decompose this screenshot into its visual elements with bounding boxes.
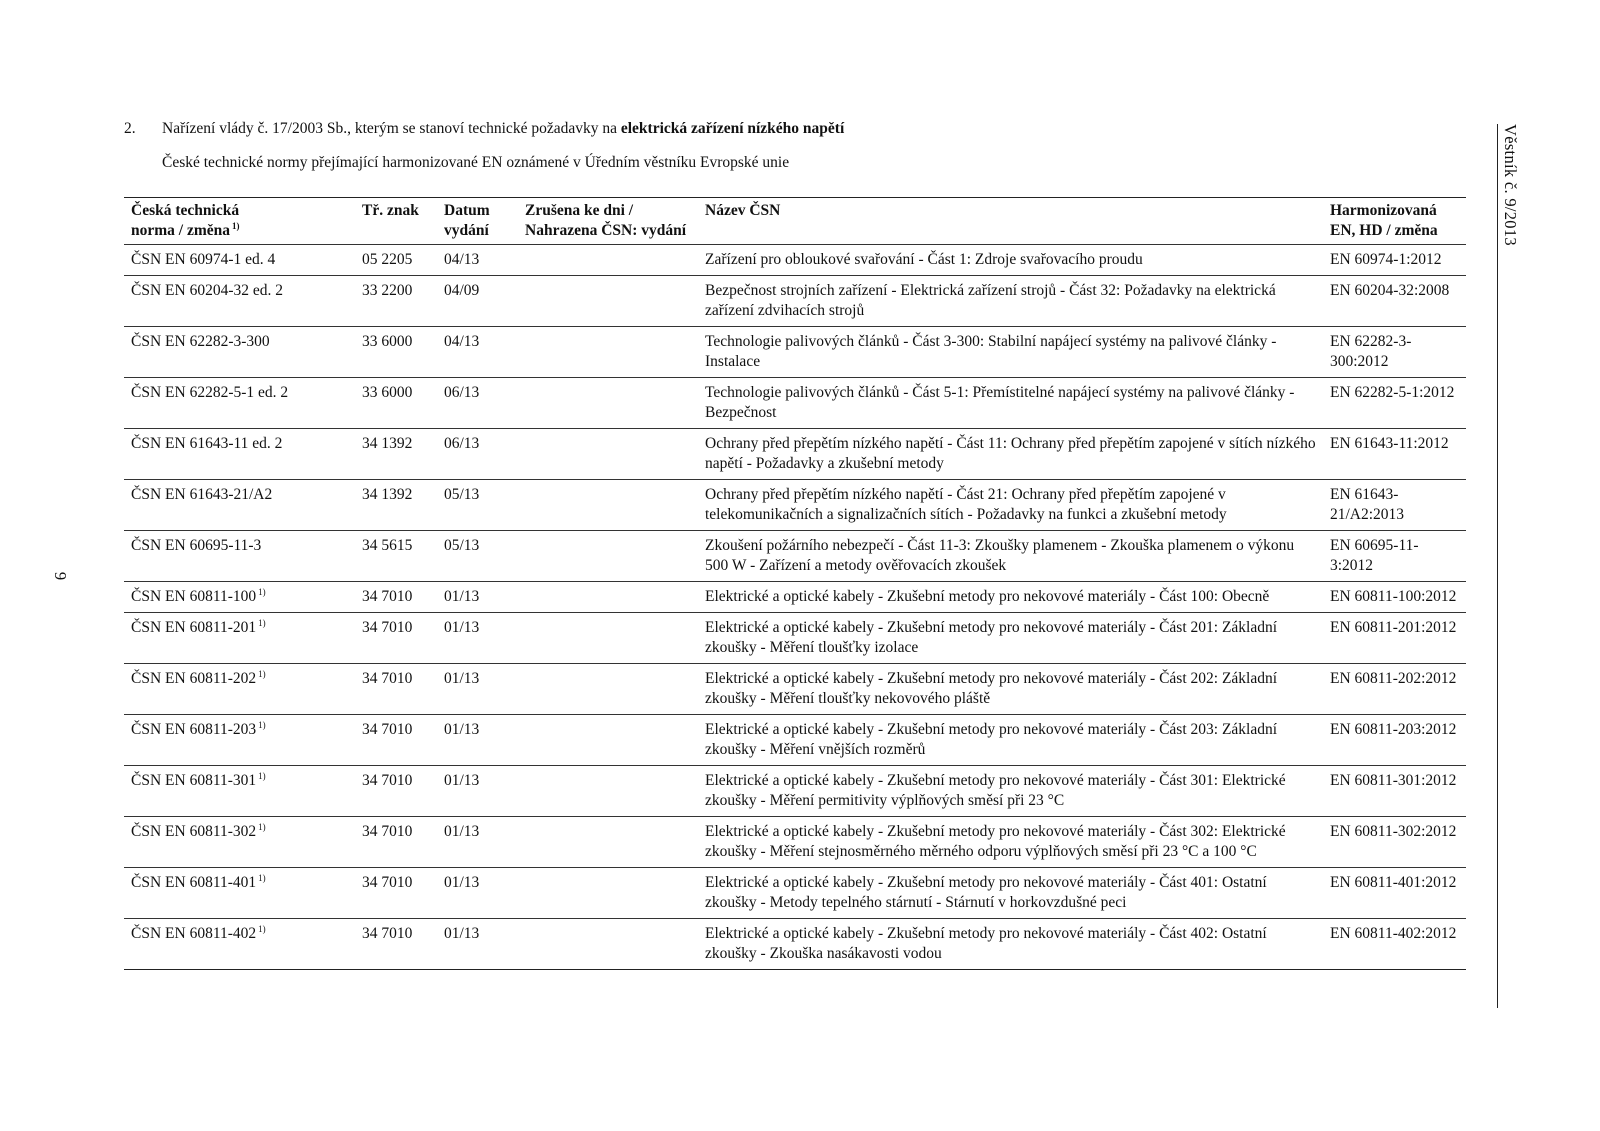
cell-znak — [355, 245, 437, 276]
cell-znak-text: 34 7010 — [362, 619, 413, 636]
cell-zrusena — [518, 531, 698, 582]
cell-datum-text: 04/13 — [444, 251, 480, 268]
cell-zrusena — [518, 817, 698, 868]
cell-datum-text: 06/13 — [444, 435, 480, 452]
cell-harmonizovana — [1323, 429, 1466, 480]
cell-nazev-text: Elektrické a optické kabely - Zkušební metody pro nekovové materiály - Část 402: Ostatní zkoušky - Zkouška nasákavosti vodou — [705, 925, 1267, 962]
header-zrusena: Zrušena ke dni / Nahrazena ČSN: vydání — [518, 198, 698, 245]
standards-table — [124, 197, 1466, 970]
cell-harmonizovana — [1323, 327, 1466, 378]
cell-zrusena — [518, 327, 698, 378]
cell-harmonizovana-text: EN 60974-1:2012 — [1330, 251, 1442, 268]
cell-norma-text: ČSN EN 60811-302 — [131, 823, 257, 840]
cell-datum — [437, 868, 518, 919]
cell-znak — [355, 276, 437, 327]
cell-norma-text: ČSN EN 60811-301 — [131, 772, 257, 789]
cell-datum-text: 01/13 — [444, 670, 480, 687]
cell-norma — [124, 664, 355, 715]
table-row — [124, 327, 1466, 378]
table-row — [124, 817, 1466, 868]
section-title-prefix: Nařízení vlády č. 17/2003 Sb., kterým se stanoví technické požadavky na — [162, 120, 621, 137]
cell-znak — [355, 327, 437, 378]
cell-harmonizovana-text: EN 60811-202:2012 — [1330, 670, 1457, 687]
cell-zrusena — [518, 613, 698, 664]
cell-datum-text: 01/13 — [444, 925, 480, 942]
cell-datum-text: 01/13 — [444, 619, 480, 636]
cell-zrusena — [518, 480, 698, 531]
cell-nazev — [698, 429, 1323, 480]
standards-table-container — [124, 197, 1466, 970]
cell-norma — [124, 245, 355, 276]
cell-norma — [124, 276, 355, 327]
cell-harmonizovana — [1323, 245, 1466, 276]
cell-znak-text: 34 7010 — [362, 721, 413, 738]
cell-datum-text: 04/09 — [444, 282, 480, 299]
cell-datum — [437, 378, 518, 429]
cell-zrusena — [518, 664, 698, 715]
cell-znak-text: 34 1392 — [362, 435, 413, 452]
table-row — [124, 480, 1466, 531]
cell-norma — [124, 327, 355, 378]
cell-zrusena — [518, 868, 698, 919]
cell-nazev — [698, 327, 1323, 378]
cell-harmonizovana-text: EN 62282-3-300:2012 — [1330, 333, 1412, 370]
cell-datum — [437, 919, 518, 970]
cell-datum — [437, 613, 518, 664]
cell-nazev-text: Ochrany před přepětím nízkého napětí - Část 11: Ochrany před přepětím zapojené v sítích nízkého napětí - Požadavky a zkušební metody — [705, 435, 1316, 472]
cell-nazev-text: Bezpečnost strojních zařízení - Elektrická zařízení strojů - Část 32: Požadavky na elektrická zařízení zdvihacích strojů — [705, 282, 1276, 319]
cell-znak — [355, 817, 437, 868]
cell-datum-text: 01/13 — [444, 721, 480, 738]
section-heading — [124, 120, 844, 138]
cell-datum-text: 01/13 — [444, 588, 480, 605]
cell-znak-text: 34 7010 — [362, 772, 413, 789]
section-title-bold: elektrická zařízení nízkého napětí — [620, 120, 845, 137]
cell-zrusena — [518, 715, 698, 766]
cell-zrusena — [518, 276, 698, 327]
cell-znak — [355, 531, 437, 582]
footnote-mark: 1) — [258, 587, 266, 597]
cell-harmonizovana-text: EN 61643-21/A2:2013 — [1330, 486, 1405, 523]
cell-norma — [124, 715, 355, 766]
cell-znak — [355, 919, 437, 970]
cell-norma — [124, 919, 355, 970]
cell-nazev — [698, 531, 1323, 582]
table-header-row — [124, 198, 1466, 245]
cell-harmonizovana-text: EN 60811-100:2012 — [1330, 588, 1457, 605]
cell-nazev-text: Zkoušení požárního nebezpečí - Část 11-3: Zkoušky plamenem - Zkouška plamenem o výkonu 500 W - Zařízení a metody ověřovacích zkoušek — [705, 537, 1295, 574]
cell-datum — [437, 480, 518, 531]
table-row — [124, 715, 1466, 766]
cell-nazev-text: Elektrické a optické kabely - Zkušební metody pro nekovové materiály - Část 202: Základní zkoušky - Měření tloušťky nekovového pláště — [705, 670, 1278, 707]
cell-norma — [124, 582, 355, 613]
cell-norma — [124, 429, 355, 480]
cell-norma — [124, 817, 355, 868]
cell-nazev — [698, 245, 1323, 276]
cell-zrusena — [518, 245, 698, 276]
cell-znak — [355, 613, 437, 664]
cell-znak-text: 05 2205 — [362, 251, 413, 268]
cell-znak-text: 34 1392 — [362, 486, 413, 503]
cell-norma-text: ČSN EN 62282-3-300 — [131, 333, 270, 350]
cell-datum-text: 01/13 — [444, 874, 480, 891]
cell-nazev-text: Elektrické a optické kabely - Zkušební metody pro nekovové materiály - Část 100: Obecně — [705, 588, 1270, 605]
header-znak: Tř. znak — [355, 198, 437, 245]
cell-datum — [437, 766, 518, 817]
cell-nazev — [698, 868, 1323, 919]
cell-norma-text: ČSN EN 60811-100 — [131, 588, 257, 605]
cell-zrusena — [518, 919, 698, 970]
cell-nazev — [698, 276, 1323, 327]
cell-harmonizovana-text: EN 60811-402:2012 — [1330, 925, 1457, 942]
cell-znak-text: 34 7010 — [362, 670, 413, 687]
cell-norma — [124, 613, 355, 664]
cell-znak — [355, 715, 437, 766]
header-norma — [124, 198, 355, 245]
cell-norma-text: ČSN EN 61643-21/A2 — [131, 486, 273, 503]
footnote-mark: 1) — [258, 720, 266, 730]
cell-norma-text: ČSN EN 60811-202 — [131, 670, 257, 687]
cell-znak-text: 33 6000 — [362, 384, 413, 401]
table-row — [124, 582, 1466, 613]
cell-datum-text: 01/13 — [444, 823, 480, 840]
cell-datum-text: 06/13 — [444, 384, 480, 401]
cell-norma — [124, 480, 355, 531]
table-row — [124, 276, 1466, 327]
cell-nazev — [698, 378, 1323, 429]
cell-nazev-text: Elektrické a optické kabely - Zkušební metody pro nekovové materiály - Část 302: Elektrické zkoušky - Měření stejnosměrného měrného odporu výplňových směsí při 23 °C a 100 °C — [705, 823, 1286, 860]
cell-znak — [355, 766, 437, 817]
cell-harmonizovana — [1323, 276, 1466, 327]
cell-harmonizovana — [1323, 868, 1466, 919]
footnote-mark: 1) — [258, 924, 266, 934]
cell-harmonizovana — [1323, 480, 1466, 531]
cell-harmonizovana-text: EN 60811-401:2012 — [1330, 874, 1457, 891]
cell-zrusena — [518, 766, 698, 817]
cell-datum — [437, 429, 518, 480]
header-datum: Datum vydání — [437, 198, 518, 245]
cell-nazev — [698, 766, 1323, 817]
cell-znak-text: 34 5615 — [362, 537, 413, 554]
table-body — [124, 245, 1466, 970]
cell-norma — [124, 378, 355, 429]
cell-harmonizovana-text: EN 62282-5-1:2012 — [1330, 384, 1455, 401]
table-row — [124, 766, 1466, 817]
cell-norma-text: ČSN EN 60811-201 — [131, 619, 257, 636]
cell-norma-text: ČSN EN 60811-402 — [131, 925, 257, 942]
cell-harmonizovana-text: EN 61643-11:2012 — [1330, 435, 1449, 452]
cell-nazev-text: Elektrické a optické kabely - Zkušební metody pro nekovové materiály - Část 201: Základní zkoušky - Měření tloušťky izolace — [705, 619, 1278, 656]
table-row — [124, 613, 1466, 664]
cell-harmonizovana — [1323, 531, 1466, 582]
cell-datum — [437, 664, 518, 715]
header-norma-line2: norma / změna — [131, 222, 231, 239]
cell-harmonizovana-text: EN 60811-203:2012 — [1330, 721, 1457, 738]
cell-datum-text: 05/13 — [444, 537, 480, 554]
cell-znak — [355, 378, 437, 429]
cell-harmonizovana-text: EN 60204-32:2008 — [1330, 282, 1450, 299]
cell-nazev-text: Elektrické a optické kabely - Zkušební metody pro nekovové materiály - Část 203: Základní zkoušky - Měření vnějších rozměrů — [705, 721, 1278, 758]
cell-norma-text: ČSN EN 60204-32 ed. 2 — [131, 282, 283, 299]
cell-znak-text: 33 6000 — [362, 333, 413, 350]
cell-nazev — [698, 613, 1323, 664]
cell-nazev-text: Elektrické a optické kabely - Zkušební metody pro nekovové materiály - Část 401: Ostatní zkoušky - Metody tepelného stárnutí - Stárnutí v horkovzdušné peci — [705, 874, 1267, 911]
cell-harmonizovana — [1323, 664, 1466, 715]
cell-znak-text: 34 7010 — [362, 874, 413, 891]
cell-znak — [355, 868, 437, 919]
cell-harmonizovana-text: EN 60695-11-3:2012 — [1330, 537, 1419, 574]
cell-datum — [437, 715, 518, 766]
table-row — [124, 378, 1466, 429]
cell-znak — [355, 480, 437, 531]
cell-datum — [437, 817, 518, 868]
cell-datum-text: 05/13 — [444, 486, 480, 503]
header-norma-line1: Česká technická — [131, 202, 240, 219]
page-number: 9 — [51, 571, 71, 581]
footnote-mark: 1) — [258, 873, 266, 883]
cell-znak — [355, 429, 437, 480]
section-subheading: České technické normy přejímající harmonizované EN oznámené v Úředním věstníku Evropské unie — [162, 154, 790, 171]
table-row — [124, 245, 1466, 276]
cell-znak — [355, 582, 437, 613]
cell-datum-text: 04/13 — [444, 333, 480, 350]
cell-nazev-text: Technologie palivových článků - Část 5-1: Přemístitelné napájecí systémy na palivové články - Bezpečnost — [705, 384, 1295, 421]
cell-nazev-text: Elektrické a optické kabely - Zkušební metody pro nekovové materiály - Část 301: Elektrické zkoušky - Měření permitivity výplňových směsí při 23 °C — [705, 772, 1286, 809]
cell-nazev — [698, 480, 1323, 531]
cell-datum — [437, 531, 518, 582]
footnote-mark: 1) — [258, 618, 266, 628]
cell-harmonizovana — [1323, 817, 1466, 868]
cell-datum — [437, 276, 518, 327]
cell-norma-text: ČSN EN 61643-11 ed. 2 — [131, 435, 283, 452]
cell-znak-text: 34 7010 — [362, 925, 413, 942]
cell-norma-text: ČSN EN 60695-11-3 — [131, 537, 262, 554]
cell-harmonizovana-text: EN 60811-301:2012 — [1330, 772, 1457, 789]
journal-title: Věstník č. 9/2013 — [1501, 124, 1520, 246]
cell-znak — [355, 664, 437, 715]
table-row — [124, 919, 1466, 970]
cell-harmonizovana-text: EN 60811-201:2012 — [1330, 619, 1457, 636]
cell-datum — [437, 327, 518, 378]
cell-norma — [124, 766, 355, 817]
cell-nazev-text: Zařízení pro obloukové svařování - Část 1: Zdroje svařovacího proudu — [705, 251, 1143, 268]
cell-harmonizovana — [1323, 378, 1466, 429]
header-nazev: Název ČSN — [698, 198, 1323, 245]
cell-datum-text: 01/13 — [444, 772, 480, 789]
cell-datum — [437, 245, 518, 276]
cell-harmonizovana — [1323, 766, 1466, 817]
cell-norma-text: ČSN EN 60974-1 ed. 4 — [131, 251, 276, 268]
cell-datum — [437, 582, 518, 613]
cell-nazev-text: Ochrany před přepětím nízkého napětí - Část 21: Ochrany před přepětím zapojené v telekomunikačních a signalizačních sítích - Požadavky na funkci a zkušební metody — [705, 486, 1227, 523]
footnote-mark: 1) — [258, 669, 266, 679]
cell-nazev — [698, 664, 1323, 715]
footnote-mark: 1) — [258, 771, 266, 781]
header-footnote-mark: 1) — [232, 221, 240, 231]
table-row — [124, 531, 1466, 582]
table-row — [124, 868, 1466, 919]
footnote-mark: 1) — [258, 822, 266, 832]
cell-znak-text: 33 2200 — [362, 282, 413, 299]
cell-zrusena — [518, 582, 698, 613]
cell-harmonizovana-text: EN 60811-302:2012 — [1330, 823, 1457, 840]
cell-norma — [124, 531, 355, 582]
cell-nazev — [698, 582, 1323, 613]
cell-norma — [124, 868, 355, 919]
cell-znak-text: 34 7010 — [362, 823, 413, 840]
cell-harmonizovana — [1323, 715, 1466, 766]
table-row — [124, 429, 1466, 480]
cell-zrusena — [518, 429, 698, 480]
side-divider — [1497, 124, 1498, 1008]
cell-nazev — [698, 919, 1323, 970]
cell-znak-text: 34 7010 — [362, 588, 413, 605]
cell-nazev — [698, 715, 1323, 766]
cell-harmonizovana — [1323, 582, 1466, 613]
cell-nazev — [698, 817, 1323, 868]
cell-harmonizovana — [1323, 613, 1466, 664]
cell-zrusena — [518, 378, 698, 429]
cell-harmonizovana — [1323, 919, 1466, 970]
cell-norma-text: ČSN EN 60811-203 — [131, 721, 257, 738]
header-harmonizovana: Harmonizovaná EN, HD / změna — [1323, 198, 1466, 245]
cell-nazev-text: Technologie palivových článků - Část 3-300: Stabilní napájecí systémy na palivové články - Instalace — [705, 333, 1277, 370]
cell-norma-text: ČSN EN 60811-401 — [131, 874, 257, 891]
section-number: 2. — [124, 120, 136, 137]
table-row — [124, 664, 1466, 715]
cell-norma-text: ČSN EN 62282-5-1 ed. 2 — [131, 384, 289, 401]
